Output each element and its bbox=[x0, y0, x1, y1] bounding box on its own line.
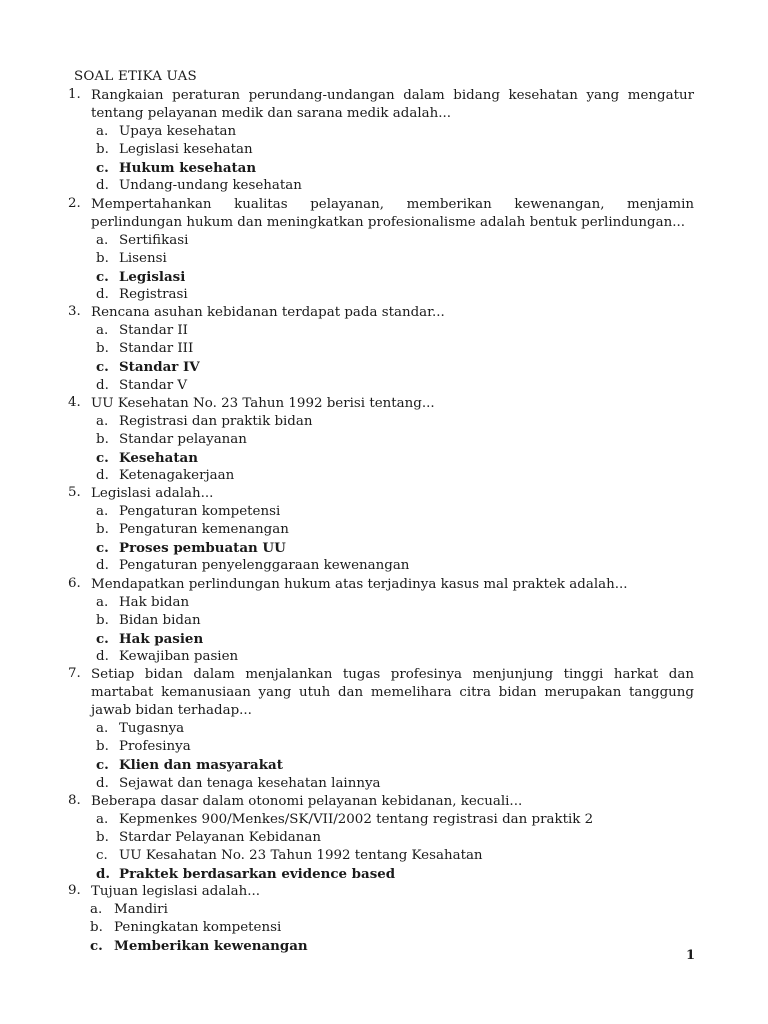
question-number: 6. bbox=[68, 575, 81, 591]
option-letter: c. bbox=[96, 540, 109, 557]
question-item bbox=[68, 87, 694, 196]
option-text: Klien dan masyarakat bbox=[119, 757, 283, 774]
answer-option bbox=[68, 232, 694, 250]
option-letter: c. bbox=[96, 160, 109, 177]
answer-option bbox=[68, 286, 694, 304]
question-item bbox=[68, 304, 694, 394]
answer-option-correct bbox=[68, 937, 694, 955]
option-letter: a. bbox=[96, 811, 109, 827]
page-number: 1 bbox=[686, 948, 696, 963]
option-letter: b. bbox=[96, 612, 109, 628]
answer-option bbox=[68, 467, 694, 485]
option-letter: d. bbox=[96, 178, 109, 194]
answer-option bbox=[68, 738, 694, 756]
answer-option bbox=[68, 431, 694, 449]
answer-option-correct bbox=[68, 539, 694, 557]
answer-option bbox=[68, 377, 694, 395]
answer-option bbox=[68, 322, 694, 340]
answer-option bbox=[68, 847, 694, 865]
question-text: Beberapa dasar dalam otonomi pelayanan kebidanan, kecuali... bbox=[91, 793, 523, 809]
question-item bbox=[68, 793, 694, 883]
answer-option bbox=[68, 919, 694, 937]
question-number: 7. bbox=[68, 666, 81, 681]
question-item bbox=[68, 576, 694, 666]
answer-option bbox=[68, 648, 694, 666]
answer-option bbox=[68, 829, 694, 847]
answer-option-correct bbox=[68, 358, 694, 376]
option-text: Lisensi bbox=[119, 250, 167, 266]
option-text: Hak bidan bbox=[119, 594, 190, 610]
option-letter: c. bbox=[96, 757, 109, 774]
option-text: Pengaturan kompetensi bbox=[119, 504, 281, 520]
option-letter: d. bbox=[96, 648, 109, 664]
answer-option-correct bbox=[68, 159, 694, 177]
option-letter: d. bbox=[96, 775, 109, 791]
answer-option bbox=[68, 521, 694, 539]
option-text: Mandiri bbox=[114, 902, 168, 918]
option-text: Standar III bbox=[119, 341, 194, 357]
option-letter: b. bbox=[96, 341, 109, 357]
option-letter: d. bbox=[96, 558, 109, 574]
option-text: Standar II bbox=[119, 323, 188, 339]
option-letter: b. bbox=[96, 829, 109, 845]
option-letter: d. bbox=[96, 866, 111, 883]
option-text: Sejawat dan tenaga kesehatan lainnya bbox=[119, 775, 381, 791]
document-title: SOAL ETIKA UAS bbox=[74, 69, 197, 84]
answer-option-correct bbox=[68, 865, 694, 883]
option-text: Proses pembuatan UU bbox=[119, 540, 286, 557]
answer-option bbox=[68, 413, 694, 431]
option-text: Undang-undang kesehatan bbox=[119, 178, 302, 194]
option-text: Hak pasien bbox=[119, 630, 204, 647]
answer-option-correct bbox=[68, 630, 694, 648]
option-letter: b. bbox=[96, 739, 109, 755]
option-letter: a. bbox=[96, 124, 109, 140]
option-text: Registrasi bbox=[119, 287, 188, 303]
question-number: 2. bbox=[68, 195, 81, 211]
option-text: Hukum kesehatan bbox=[119, 160, 257, 177]
option-text: Pengaturan penyelenggaraan kewenangan bbox=[119, 558, 410, 574]
option-text: Registrasi dan praktik bidan bbox=[119, 413, 313, 429]
question-number: 1. bbox=[68, 87, 81, 102]
option-text: Memberikan kewenangan bbox=[114, 938, 308, 955]
option-letter: a. bbox=[96, 413, 109, 429]
option-letter: d. bbox=[96, 377, 109, 393]
answer-option bbox=[68, 594, 694, 612]
question-item bbox=[68, 196, 694, 305]
question-list bbox=[68, 87, 694, 956]
option-letter: a. bbox=[90, 902, 103, 918]
question-item bbox=[68, 666, 694, 793]
option-text: Upaya kesehatan bbox=[119, 124, 237, 140]
option-text: Profesinya bbox=[119, 739, 191, 755]
question-text: Setiap bidan dalam menjalankan tugas profesinya menjunjung tinggi harkat dan martabat kemanusiaan yang utuh dan memelihara citra bidan merupakan tanggung jawab bidan terhadap... bbox=[91, 667, 694, 719]
option-letter: c. bbox=[90, 938, 103, 955]
answer-option bbox=[68, 123, 694, 141]
option-text: Tugasnya bbox=[119, 721, 185, 737]
option-letter: a. bbox=[96, 504, 109, 520]
question-text: Legislasi adalah... bbox=[91, 486, 214, 502]
option-text: UU Kesahatan No. 23 Tahun 1992 tentang Kesahatan bbox=[119, 847, 483, 863]
question-number: 5. bbox=[68, 485, 81, 501]
answer-option bbox=[68, 612, 694, 630]
answer-option bbox=[68, 557, 694, 575]
option-letter: b. bbox=[96, 431, 109, 447]
answer-option bbox=[68, 811, 694, 829]
question-item bbox=[68, 485, 694, 575]
question-text: Rencana asuhan kebidanan terdapat pada standar... bbox=[91, 305, 445, 321]
answer-option-correct bbox=[68, 449, 694, 467]
option-text: Kewajiban pasien bbox=[119, 648, 239, 664]
option-letter: c. bbox=[96, 847, 108, 863]
question-text: Rangkaian peraturan perundang-undangan dalam bidang kesehatan yang mengatur tentang pelayanan medik dan sarana medik adalah... bbox=[91, 88, 694, 122]
option-letter: a. bbox=[96, 323, 109, 339]
answer-option bbox=[68, 250, 694, 268]
option-letter: b. bbox=[96, 142, 109, 158]
question-number: 9. bbox=[68, 883, 81, 899]
option-letter: d. bbox=[96, 287, 109, 303]
answer-option bbox=[68, 141, 694, 159]
question-number: 8. bbox=[68, 792, 81, 808]
option-text: Kesehatan bbox=[119, 449, 198, 466]
option-text: Peningkatan kompetensi bbox=[114, 920, 282, 936]
answer-option bbox=[68, 775, 694, 793]
option-letter: a. bbox=[96, 594, 109, 610]
option-text: Ketenagakerjaan bbox=[119, 467, 235, 483]
question-item bbox=[68, 395, 694, 485]
question-text: Mendapatkan perlindungan hukum atas terjadinya kasus mal praktek adalah... bbox=[91, 576, 628, 592]
option-text: Pengaturan kemenangan bbox=[119, 522, 289, 538]
question-text: Mempertahankan kualitas pelayanan, memberikan kewenangan, menjamin perlindungan hukum dan meningkatkan profesionalisme adalah bentuk perlindungan... bbox=[91, 196, 694, 230]
option-letter: b. bbox=[96, 522, 109, 538]
question-number: 4. bbox=[68, 394, 81, 410]
option-text: Legislasi kesehatan bbox=[119, 142, 253, 158]
answer-option bbox=[68, 340, 694, 358]
answer-option bbox=[68, 901, 694, 919]
option-letter: c. bbox=[96, 268, 109, 285]
option-text: Standar pelayanan bbox=[119, 431, 247, 447]
option-letter: d. bbox=[96, 467, 109, 483]
option-letter: b. bbox=[96, 250, 109, 266]
question-text: UU Kesehatan No. 23 Tahun 1992 berisi tentang... bbox=[91, 395, 435, 411]
option-letter: b. bbox=[90, 920, 103, 936]
option-text: Standar IV bbox=[119, 359, 200, 376]
option-letter: c. bbox=[96, 630, 109, 647]
question-item bbox=[68, 883, 694, 955]
question-text: Tujuan legislasi adalah... bbox=[91, 884, 261, 900]
option-text: Praktek berdasarkan evidence based bbox=[119, 866, 396, 883]
answer-option bbox=[68, 503, 694, 521]
answer-option bbox=[68, 720, 694, 738]
answer-option bbox=[68, 177, 694, 195]
option-text: Legislasi bbox=[119, 268, 186, 285]
question-number: 3. bbox=[68, 304, 81, 320]
option-letter: c. bbox=[96, 359, 109, 376]
option-text: Stardar Pelayanan Kebidanan bbox=[119, 829, 321, 845]
option-text: Bidan bidan bbox=[119, 612, 201, 628]
option-text: Sertifikasi bbox=[119, 232, 189, 248]
option-letter: a. bbox=[96, 721, 109, 737]
option-text: Kepmenkes 900/Menkes/SK/VII/2002 tentang registrasi dan praktik 2 bbox=[119, 811, 594, 827]
answer-option-correct bbox=[68, 268, 694, 286]
option-letter: c. bbox=[96, 449, 109, 466]
option-letter: a. bbox=[96, 232, 109, 248]
option-text: Standar V bbox=[119, 377, 188, 393]
answer-option-correct bbox=[68, 756, 694, 774]
